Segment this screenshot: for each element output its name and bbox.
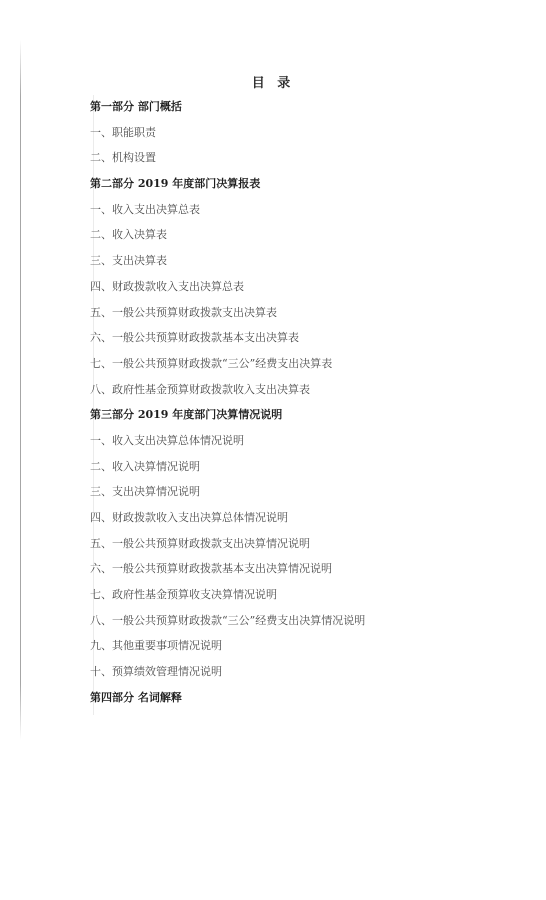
- toc-entry: 二、机构设置: [90, 151, 156, 165]
- page-title: 目 录: [251, 76, 295, 91]
- toc-entry: 四、财政拨款收入支出决算总体情况说明: [90, 511, 288, 524]
- toc-part-heading: 第四部分 名词解释: [90, 690, 182, 704]
- toc-entry: 三、支出决算表: [90, 254, 167, 268]
- toc-entry: 八、一般公共预算财政拨款“三公”经费支出决算情况说明: [90, 613, 366, 627]
- toc-entry: 一、收入支出决算总表: [90, 202, 200, 216]
- toc-entry: 九、其他重要事项情况说明: [90, 639, 222, 653]
- toc-entry: 二、收入决算情况说明: [90, 459, 200, 473]
- toc-part-heading: 第一部分 部门概括: [90, 100, 182, 113]
- toc-part-heading: 第三部分 2019 年度部门决算情况说明: [90, 408, 283, 422]
- toc-entry: 一、收入支出决算总体情况说明: [90, 433, 244, 447]
- toc-entry: 三、支出决算情况说明: [90, 485, 200, 499]
- toc-entry: 十、预算绩效管理情况说明: [90, 665, 222, 679]
- toc-part-heading: 第二部分 2019 年度部门决算报表: [90, 177, 261, 191]
- scan-edge-line: [20, 40, 21, 740]
- toc-entry: 六、一般公共预算财政拨款基本支出决算表: [90, 331, 299, 345]
- toc-entry: 二、收入决算表: [90, 228, 167, 242]
- toc-entry: 四、财政拨款收入支出决算总表: [90, 279, 244, 293]
- toc-entry: 八、政府性基金预算财政拨款收入支出决算表: [90, 382, 310, 396]
- toc-entry: 五、一般公共预算财政拨款支出决算表: [90, 305, 277, 319]
- toc-entry: 六、一般公共预算财政拨款基本支出决算情况说明: [90, 562, 332, 576]
- toc-entry: 一、职能职责: [90, 125, 156, 139]
- toc-entry: 七、一般公共预算财政拨款“三公”经费支出决算表: [90, 356, 333, 370]
- table-of-contents: [90, 94, 450, 711]
- toc-entry: 七、政府性基金预算收支决算情况说明: [90, 588, 277, 602]
- toc-entry: 五、一般公共预算财政拨款支出决算情况说明: [90, 536, 310, 550]
